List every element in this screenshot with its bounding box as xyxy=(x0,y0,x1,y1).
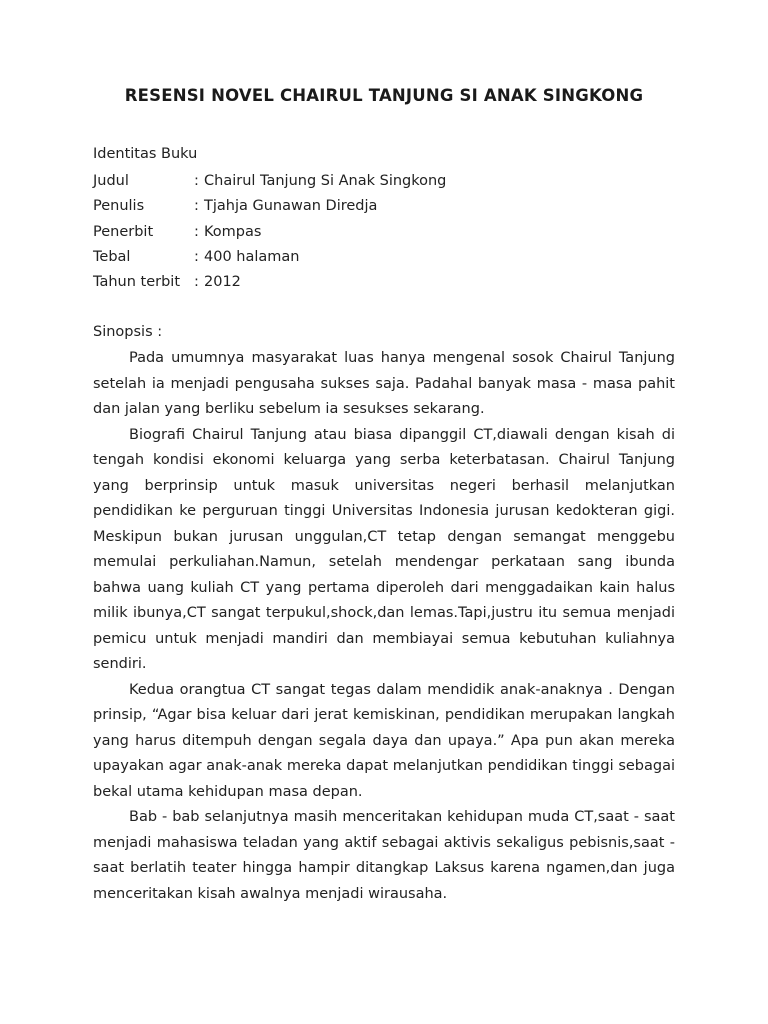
identity-table xyxy=(93,171,446,297)
identity-label: Penerbit xyxy=(93,223,154,240)
identity-value: 400 halaman xyxy=(204,248,300,265)
identity-separator: : xyxy=(194,274,199,291)
identity-separator: : xyxy=(194,223,199,240)
identity-label: Tebal xyxy=(93,248,131,265)
identity-row-tahun-terbit xyxy=(93,272,446,297)
identity-value: Chairul Tanjung Si Anak Singkong xyxy=(204,173,447,189)
synopsis-paragraph: Kedua orangtua CT sangat tegas dalam mendidik anak-anaknya . Dengan prinsip, “Agar bisa keluar dari jerat kemiskinan, pendidikan merupakan langkah yang harus ditempuh dengan segala daya dan upaya.” Apa pun akan mereka upayakan agar anak-anak mereka dapat melanjutkan pendidikan tinggi sebagai bekal utama kehidupan masa depan. xyxy=(93,681,675,800)
synopsis-body xyxy=(93,346,675,907)
document-title: RESENSI NOVEL CHAIRUL TANJUNG SI ANAK SINGKONG xyxy=(124,86,644,105)
identity-label: Judul xyxy=(93,173,129,189)
identity-row-tebal xyxy=(93,247,446,272)
identity-heading: Identitas Buku xyxy=(93,146,198,162)
synopsis-paragraph: Bab - bab selanjutnya masih menceritakan kehidupan muda CT,saat - saat menjadi mahasiswa teladan yang aktif sebagai aktivis sekaligus pebisnis,saat - saat berlatih teater hingga hampir ditangkap Laksus karena ngamen,dan juga menceritakan kisah awalnya menjadi wirausaha. xyxy=(93,809,675,902)
identity-row-judul xyxy=(93,171,446,196)
identity-label: Tahun terbit xyxy=(93,274,181,291)
identity-row-penulis xyxy=(93,196,446,221)
synopsis-paragraph: Pada umumnya masyarakat luas hanya mengenal sosok Chairul Tanjung setelah ia menjadi pengusaha sukses saja. Padahal banyak masa - masa pahit dan jalan yang berliku sebelum ia sesukses sekarang. xyxy=(93,350,675,417)
identity-separator: : xyxy=(194,248,199,265)
identity-value: Kompas xyxy=(204,223,262,240)
identity-value: 2012 xyxy=(204,274,241,291)
identity-row-penerbit xyxy=(93,222,446,247)
identity-separator: : xyxy=(194,198,199,215)
synopsis-heading: Sinopsis : xyxy=(93,324,163,340)
identity-value: Tjahja Gunawan Diredja xyxy=(204,198,378,215)
synopsis-paragraph: Biografi Chairul Tanjung atau biasa dipanggil CT,diawali dengan kisah di tengah kondisi ekonomi keluarga yang serba keterbatasan. Chairul Tanjung yang berprinsip untuk masuk universitas negeri berhasil melanjutkan pendidikan ke perguruan tinggi Universitas Indonesia jurusan kedokteran gigi. Meskipun bukan jurusan unggulan,CT tetap dengan semangat menggebu memulai perkuliahan.Namun, setelah mendengar perkataan sang ibunda bahwa uang kuliah CT yang pertama diperoleh dari menggadaikan kain halus milik ibunya,CT sangat terpukul,shock,dan lemas.Tapi,justru itu semua menjadi pemicu untuk menjadi mandiri dan membiayai semua kebutuhan kuliahnya sendiri. xyxy=(93,426,675,672)
identity-label: Penulis xyxy=(93,198,145,215)
identity-separator: : xyxy=(194,173,199,189)
